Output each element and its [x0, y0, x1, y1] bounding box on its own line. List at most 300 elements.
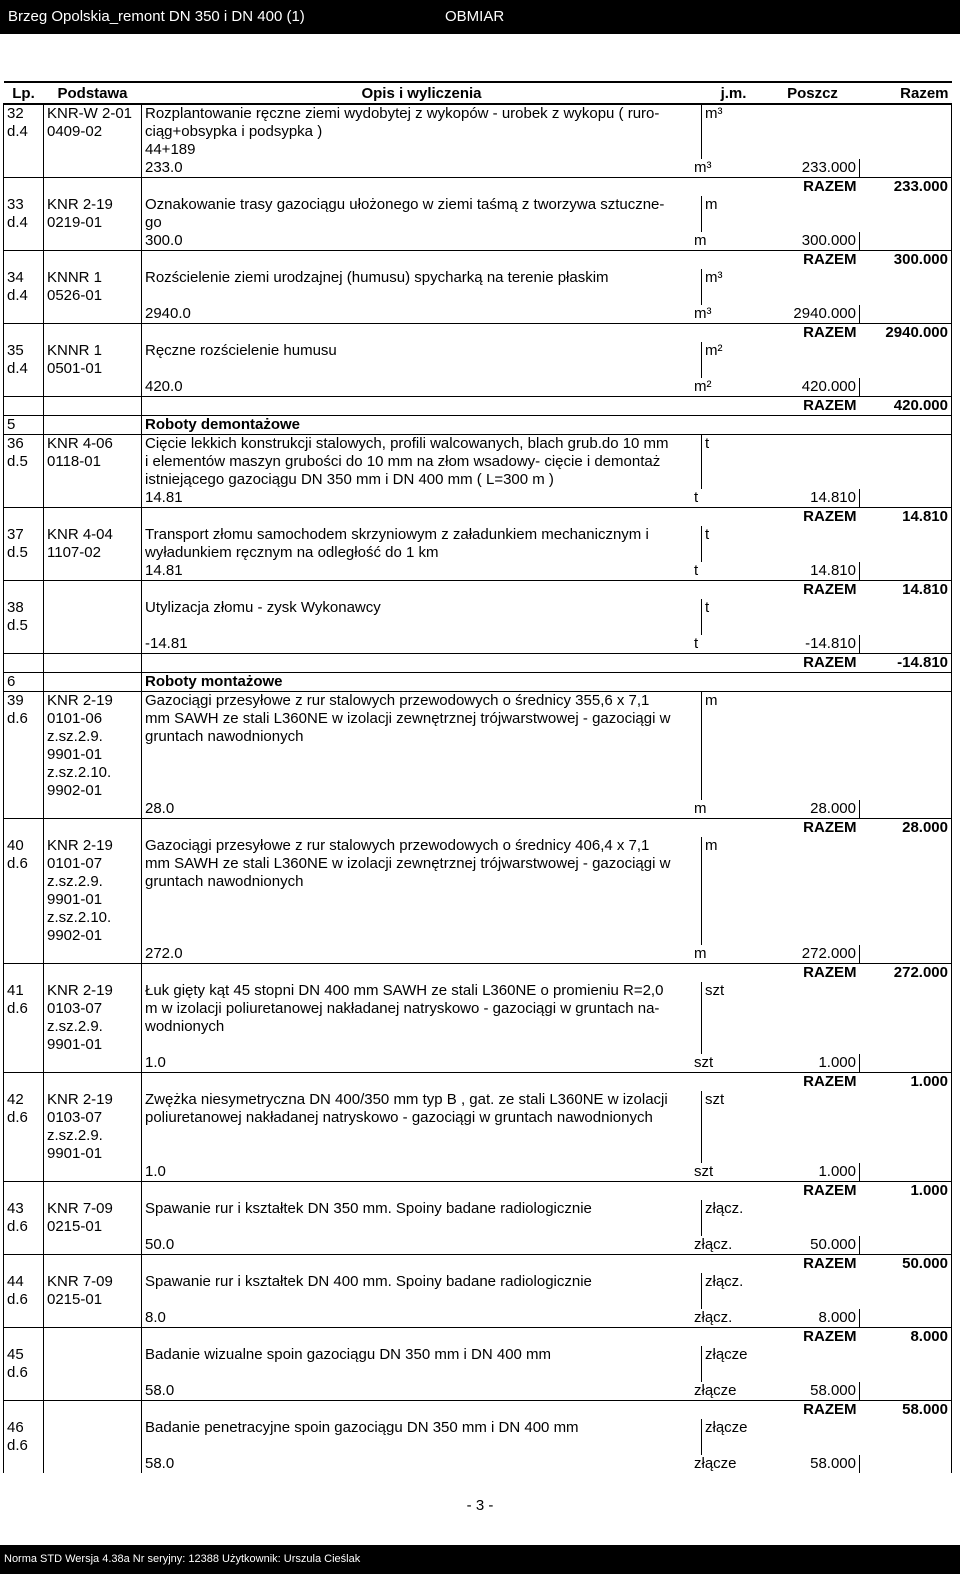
item-lp: d.5	[4, 617, 44, 635]
document-name: Brzeg Opolskia_remont DN 350 i DN 400 (1)	[8, 8, 305, 25]
item-lp	[4, 782, 44, 800]
item-lp: d.6	[4, 1109, 44, 1127]
quantity-wrap	[145, 232, 856, 250]
table-row	[4, 471, 952, 489]
quantity-line	[142, 945, 860, 964]
table-row	[4, 526, 952, 544]
item-unit: m	[705, 692, 718, 709]
total-label: RAZEM	[766, 581, 860, 600]
total-podstawa-blank	[44, 324, 142, 343]
item-poszcz	[766, 782, 860, 800]
footer-bar	[0, 1545, 960, 1574]
total-podstawa-blank	[44, 508, 142, 527]
item-lp: 40	[4, 837, 44, 855]
item-lp: d.5	[4, 544, 44, 562]
item-description: Rozścielenie ziemi urodzajnej (humusu) spycharką na terenie płaskim	[142, 269, 702, 287]
section-spacer	[44, 673, 142, 692]
quantity-row	[4, 378, 952, 397]
item-podstawa	[44, 1364, 142, 1382]
quantity-wrap	[145, 1163, 856, 1181]
total-lp-blank	[4, 1073, 44, 1092]
quantity-unit: szt	[694, 1054, 714, 1071]
item-podstawa	[44, 1419, 142, 1437]
total-desc-blank	[142, 654, 702, 673]
total-jm-blank	[702, 1182, 766, 1201]
item-unit	[702, 1109, 766, 1127]
item-razem	[860, 982, 952, 1000]
total-label: RAZEM	[766, 964, 860, 983]
quantity-value: 58.0	[145, 1382, 175, 1399]
item-description	[142, 360, 702, 378]
total-jm-blank	[702, 1073, 766, 1092]
item-unit: m²	[705, 342, 723, 359]
item-podstawa: z.sz.2.10.	[44, 764, 142, 782]
quantity-poszcz: -14.810	[805, 635, 856, 652]
total-label: RAZEM	[766, 1073, 860, 1092]
item-podstawa: KNR 4-06	[44, 435, 142, 454]
header-podstawa: Podstawa	[44, 82, 142, 104]
table-row	[4, 927, 952, 945]
item-lp	[4, 764, 44, 782]
razem-blank	[860, 1382, 952, 1401]
item-lp-blank	[4, 562, 44, 581]
total-label: RAZEM	[766, 324, 860, 343]
item-razem	[860, 782, 952, 800]
total-jm-blank	[702, 397, 766, 416]
item-lp	[4, 927, 44, 945]
table-row	[4, 599, 952, 617]
quantity-wrap	[145, 378, 856, 396]
quantity-row	[4, 1163, 952, 1182]
total-label: RAZEM	[766, 1255, 860, 1274]
quantity-row	[4, 1455, 952, 1473]
item-razem	[860, 909, 952, 927]
total-lp-blank	[4, 397, 44, 416]
item-poszcz	[766, 837, 860, 855]
item-description: Transport złomu samochodem skrzyniowym z załadunkiem mechanicznym i	[142, 526, 702, 544]
quantity-line	[142, 1054, 860, 1073]
item-podstawa: 0103-07	[44, 1000, 142, 1018]
total-lp-blank	[4, 654, 44, 673]
total-row	[4, 1073, 952, 1092]
item-podstawa: KNR 2-19	[44, 196, 142, 214]
quantity-poszcz: 420.000	[801, 378, 856, 395]
item-description	[142, 764, 702, 782]
item-unit: t	[705, 435, 710, 452]
item-lp: d.6	[4, 855, 44, 873]
razem-blank	[860, 159, 952, 178]
table-row	[4, 855, 952, 873]
total-desc-blank	[142, 508, 702, 527]
quantity-wrap	[145, 1455, 856, 1473]
item-poszcz	[766, 1419, 860, 1437]
item-razem	[860, 453, 952, 471]
quantity-unit: szt	[694, 1163, 714, 1180]
item-lp-blank	[4, 1309, 44, 1328]
item-podstawa-blank	[44, 1236, 142, 1255]
item-podstawa: KNR 7-09	[44, 1200, 142, 1218]
quantity-line	[142, 1236, 860, 1255]
table-row	[4, 1036, 952, 1054]
quantity-line	[142, 489, 860, 508]
item-razem	[860, 544, 952, 562]
table-body	[4, 104, 952, 1473]
item-description: mm SAWH ze stali L360NE w izolacji zewnętrznej trójwarstwowej - gazociągi w	[142, 855, 702, 873]
total-desc-blank	[142, 1255, 702, 1274]
quantity-unit: złącze	[694, 1455, 737, 1472]
item-lp-blank	[4, 1163, 44, 1182]
footer-text: Norma STD Wersja 4.38a Nr seryjny: 12388 Użytkownik: Urszula Cieślak	[4, 1553, 361, 1565]
quantity-poszcz: 8.000	[818, 1309, 856, 1326]
item-razem	[860, 891, 952, 909]
razem-blank	[860, 1236, 952, 1255]
item-podstawa	[44, 599, 142, 617]
item-unit	[702, 927, 766, 945]
total-label: RAZEM	[766, 1182, 860, 1201]
item-podstawa-blank	[44, 489, 142, 508]
item-unit: m³	[705, 269, 723, 286]
item-podstawa: KNR 2-19	[44, 692, 142, 711]
section-name: Roboty montażowe	[142, 673, 952, 692]
item-unit	[702, 287, 766, 305]
item-razem	[860, 214, 952, 232]
item-lp	[4, 1127, 44, 1145]
total-jm-blank	[702, 1328, 766, 1347]
quantity-line	[142, 800, 860, 819]
total-jm-blank	[702, 1255, 766, 1274]
quantity-value: 233.0	[145, 159, 183, 176]
item-lp: 38	[4, 599, 44, 617]
table-row	[4, 1145, 952, 1163]
total-value: 14.810	[860, 581, 952, 600]
item-unit	[702, 782, 766, 800]
item-poszcz	[766, 360, 860, 378]
total-jm-blank	[702, 581, 766, 600]
quantity-value: 1.0	[145, 1054, 166, 1071]
item-unit	[702, 1437, 766, 1455]
cost-estimate-table	[3, 81, 952, 1473]
item-poszcz	[766, 1291, 860, 1309]
item-description: Rozplantowanie ręczne ziemi wydobytej z wykopów - urobek z wykopu ( ruro-	[142, 104, 702, 123]
quantity-unit: złącze	[694, 1382, 737, 1399]
header-lp: Lp.	[4, 82, 44, 104]
total-podstawa-blank	[44, 654, 142, 673]
table-row	[4, 287, 952, 305]
item-lp	[4, 1145, 44, 1163]
total-row	[4, 178, 952, 197]
table-header-row	[4, 82, 952, 104]
quantity-poszcz: 58.000	[810, 1455, 856, 1472]
item-unit	[702, 453, 766, 471]
quantity-poszcz: 1.000	[818, 1163, 856, 1180]
item-podstawa: z.sz.2.10.	[44, 909, 142, 927]
quantity-line	[142, 305, 860, 324]
total-jm-blank	[702, 324, 766, 343]
item-description	[142, 1218, 702, 1236]
item-razem	[860, 471, 952, 489]
item-unit	[702, 471, 766, 489]
item-unit: m	[705, 196, 718, 213]
quantity-line	[142, 1455, 860, 1473]
item-podstawa: 0118-01	[44, 453, 142, 471]
quantity-line	[142, 1382, 860, 1401]
total-row	[4, 251, 952, 270]
total-row	[4, 508, 952, 527]
header-poszcz: Poszcz	[766, 82, 860, 104]
table-row	[4, 1273, 952, 1291]
razem-blank	[860, 305, 952, 324]
table-row	[4, 710, 952, 728]
item-poszcz	[766, 104, 860, 123]
section-name: Roboty demontażowe	[142, 416, 952, 435]
item-unit	[702, 1018, 766, 1036]
item-unit	[702, 1218, 766, 1236]
razem-blank	[860, 489, 952, 508]
quantity-wrap	[145, 635, 856, 653]
item-description: i elementów maszyn grubości do 10 mm na złom wsadowy- cięcie i demontaż	[142, 453, 702, 471]
total-desc-blank	[142, 1073, 702, 1092]
quantity-line	[142, 562, 860, 581]
item-unit: złącz.	[705, 1273, 744, 1290]
table-row	[4, 891, 952, 909]
total-lp-blank	[4, 1401, 44, 1420]
razem-blank	[860, 1309, 952, 1328]
quantity-unit: m	[694, 800, 707, 817]
item-unit	[702, 617, 766, 635]
total-jm-blank	[702, 1401, 766, 1420]
total-desc-blank	[142, 1182, 702, 1201]
item-description: go	[142, 214, 702, 232]
total-podstawa-blank	[44, 178, 142, 197]
table-row	[4, 1419, 952, 1437]
quantity-wrap	[145, 489, 856, 507]
quantity-value: 58.0	[145, 1455, 175, 1472]
quantity-row	[4, 232, 952, 251]
item-description: Ręczne rozścielenie humusu	[142, 342, 702, 360]
quantity-value: 420.0	[145, 378, 183, 395]
total-row	[4, 654, 952, 673]
item-poszcz	[766, 123, 860, 141]
total-desc-blank	[142, 397, 702, 416]
total-value: 28.000	[860, 819, 952, 838]
total-value: 2940.000	[860, 324, 952, 343]
item-description: Łuk gięty kąt 45 stopni DN 400 mm SAWH ze stali L360NE o promieniu R=2,0	[142, 982, 702, 1000]
item-podstawa: 0101-06	[44, 710, 142, 728]
total-value: 58.000	[860, 1401, 952, 1420]
quantity-poszcz: 28.000	[810, 800, 856, 817]
item-podstawa: KNR 4-04	[44, 526, 142, 544]
item-podstawa	[44, 141, 142, 159]
item-podstawa	[44, 617, 142, 635]
item-unit	[702, 1291, 766, 1309]
quantity-poszcz: 14.810	[810, 562, 856, 579]
item-description: Spawanie rur i kształtek DN 400 mm. Spoiny badane radiologicznie	[142, 1273, 702, 1291]
item-poszcz	[766, 1036, 860, 1054]
item-razem	[860, 599, 952, 617]
item-lp	[4, 1036, 44, 1054]
total-podstawa-blank	[44, 819, 142, 838]
quantity-row	[4, 945, 952, 964]
quantity-wrap	[145, 1236, 856, 1254]
item-lp-blank	[4, 945, 44, 964]
item-poszcz	[766, 764, 860, 782]
item-razem	[860, 1346, 952, 1364]
item-lp: 34	[4, 269, 44, 287]
item-poszcz	[766, 1109, 860, 1127]
item-podstawa-blank	[44, 1455, 142, 1473]
table-row	[4, 104, 952, 123]
item-lp: d.4	[4, 287, 44, 305]
total-lp-blank	[4, 819, 44, 838]
item-unit	[702, 746, 766, 764]
item-podstawa: 0215-01	[44, 1218, 142, 1236]
item-description: istniejącego gazociągu DN 350 mm i DN 400 mm ( L=300 m )	[142, 471, 702, 489]
item-poszcz	[766, 855, 860, 873]
total-lp-blank	[4, 1255, 44, 1274]
item-podstawa-blank	[44, 159, 142, 178]
total-value: 50.000	[860, 1255, 952, 1274]
quantity-line	[142, 635, 860, 654]
item-podstawa-blank	[44, 1309, 142, 1328]
item-unit: złącz.	[705, 1200, 744, 1217]
item-unit	[702, 909, 766, 927]
item-lp-blank	[4, 489, 44, 508]
item-razem	[860, 141, 952, 159]
quantity-value: 14.81	[145, 489, 183, 506]
item-description: Badanie wizualne spoin gazociągu DN 350 mm i DN 400 mm	[142, 1346, 702, 1364]
total-jm-blank	[702, 251, 766, 270]
total-jm-blank	[702, 819, 766, 838]
item-lp-blank	[4, 378, 44, 397]
item-podstawa: KNNR 1	[44, 269, 142, 287]
quantity-row	[4, 1054, 952, 1073]
razem-blank	[860, 800, 952, 819]
quantity-wrap	[145, 1382, 856, 1400]
quantity-wrap	[145, 159, 856, 177]
item-podstawa-blank	[44, 635, 142, 654]
item-unit: złącze	[705, 1419, 748, 1436]
quantity-poszcz: 2940.000	[793, 305, 856, 322]
quantity-value: 8.0	[145, 1309, 166, 1326]
table-row	[4, 746, 952, 764]
total-podstawa-blank	[44, 1255, 142, 1274]
quantity-row	[4, 562, 952, 581]
total-desc-blank	[142, 1328, 702, 1347]
item-description: Zwężka niesymetryczna DN 400/350 mm typ B , gat. ze stali L360NE w izolacji	[142, 1091, 702, 1109]
item-description	[142, 909, 702, 927]
table-row	[4, 982, 952, 1000]
quantity-value: 1.0	[145, 1163, 166, 1180]
quantity-poszcz: 1.000	[818, 1054, 856, 1071]
item-podstawa-blank	[44, 945, 142, 964]
quantity-poszcz: 14.810	[810, 489, 856, 506]
total-jm-blank	[702, 508, 766, 527]
item-razem	[860, 1018, 952, 1036]
razem-blank	[860, 378, 952, 397]
total-row	[4, 964, 952, 983]
total-label: RAZEM	[766, 251, 860, 270]
item-podstawa: 0101-07	[44, 855, 142, 873]
quantity-unit: t	[694, 562, 699, 579]
item-description: wodnionych	[142, 1018, 702, 1036]
quantity-unit: złącz.	[694, 1309, 733, 1326]
total-lp-blank	[4, 508, 44, 527]
item-description: Cięcie lekkich konstrukcji stalowych, profili walcowanych, blach grub.do 10 mm	[142, 435, 702, 454]
quantity-unit: m²	[694, 378, 712, 395]
item-poszcz	[766, 1018, 860, 1036]
table-row	[4, 1000, 952, 1018]
item-podstawa: 0409-02	[44, 123, 142, 141]
item-description	[142, 1036, 702, 1054]
item-razem	[860, 1091, 952, 1109]
item-poszcz	[766, 342, 860, 360]
total-value: 233.000	[860, 178, 952, 197]
item-poszcz	[766, 269, 860, 287]
item-description: Utylizacja złomu - zysk Wykonawcy	[142, 599, 702, 617]
total-podstawa-blank	[44, 1328, 142, 1347]
total-desc-blank	[142, 819, 702, 838]
table-row	[4, 1109, 952, 1127]
item-razem	[860, 1000, 952, 1018]
quantity-poszcz: 272.000	[801, 945, 856, 962]
total-podstawa-blank	[44, 397, 142, 416]
item-unit: m³	[705, 105, 723, 122]
total-row	[4, 397, 952, 416]
item-poszcz	[766, 692, 860, 711]
item-description	[142, 746, 702, 764]
item-unit	[702, 728, 766, 746]
item-poszcz	[766, 927, 860, 945]
item-razem	[860, 123, 952, 141]
item-unit	[702, 123, 766, 141]
table-row	[4, 269, 952, 287]
item-unit	[702, 360, 766, 378]
total-row	[4, 1401, 952, 1420]
item-razem	[860, 1127, 952, 1145]
quantity-value: 50.0	[145, 1236, 175, 1253]
quantity-unit: t	[694, 635, 699, 652]
item-description: gruntach nawodnionych	[142, 728, 702, 746]
item-razem	[860, 617, 952, 635]
total-lp-blank	[4, 581, 44, 600]
item-lp: d.4	[4, 214, 44, 232]
item-unit	[702, 873, 766, 891]
item-razem	[860, 342, 952, 360]
total-row	[4, 581, 952, 600]
quantity-wrap	[145, 1309, 856, 1327]
item-lp	[4, 728, 44, 746]
quantity-unit: m	[694, 232, 707, 249]
total-row	[4, 1182, 952, 1201]
total-podstawa-blank	[44, 1401, 142, 1420]
table-row	[4, 141, 952, 159]
total-podstawa-blank	[44, 251, 142, 270]
item-unit: m	[705, 837, 718, 854]
total-lp-blank	[4, 1328, 44, 1347]
table-row	[4, 782, 952, 800]
item-lp: d.4	[4, 360, 44, 378]
quantity-value: 28.0	[145, 800, 175, 817]
item-razem	[860, 1437, 952, 1455]
table-row	[4, 1364, 952, 1382]
page-number: - 3 -	[466, 1497, 494, 1514]
item-podstawa: KNNR 1	[44, 342, 142, 360]
table-row	[4, 1018, 952, 1036]
item-lp-blank	[4, 1054, 44, 1073]
table-row	[4, 1218, 952, 1236]
table-row	[4, 435, 952, 454]
quantity-value: 14.81	[145, 562, 183, 579]
